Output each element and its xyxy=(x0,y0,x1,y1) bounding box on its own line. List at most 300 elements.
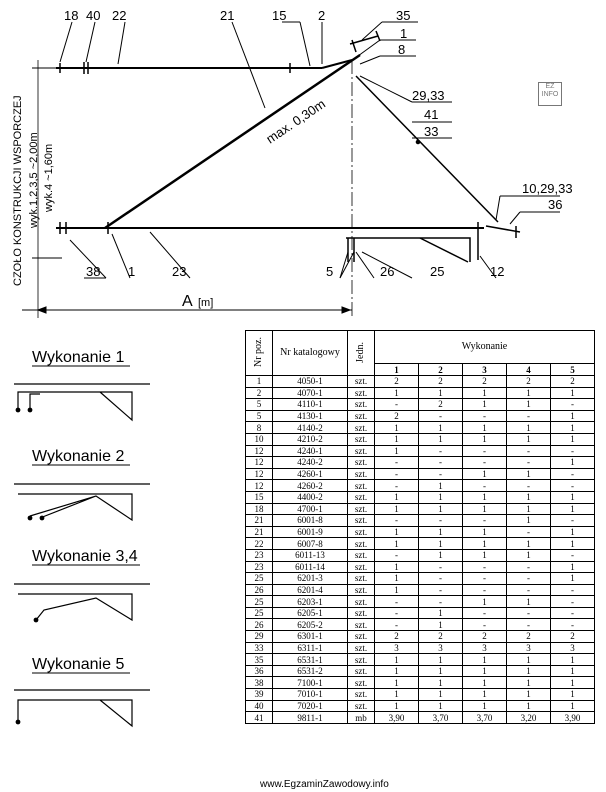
table-cell: szt. xyxy=(348,433,375,445)
table-cell: 6001-8 xyxy=(273,515,348,527)
table-cell: - xyxy=(463,515,507,527)
table-cell: 4700-1 xyxy=(273,503,348,515)
side-label-b: wyk.4 ~1,60m xyxy=(43,143,55,212)
table-cell: - xyxy=(507,480,551,492)
table-cell: 3 xyxy=(507,642,551,654)
table-cell: 1 xyxy=(375,445,419,457)
table-cell: 1 xyxy=(507,700,551,712)
table-cell: - xyxy=(507,607,551,619)
table-row xyxy=(246,619,595,631)
table-cell: 40 xyxy=(246,700,273,712)
part-label: 2 xyxy=(318,8,326,23)
table-cell: - xyxy=(419,445,463,457)
table-cell: 7010-1 xyxy=(273,689,348,701)
table-cell: - xyxy=(375,596,419,608)
table-cell: 4260-2 xyxy=(273,480,348,492)
table-cell: 4400-2 xyxy=(273,491,348,503)
table-cell: 33 xyxy=(246,642,273,654)
variant-title: Wykonanie 1 xyxy=(32,349,125,366)
variant-title: Wykonanie 3,4 xyxy=(32,548,138,565)
table-cell: 1 xyxy=(375,491,419,503)
table-row xyxy=(246,399,595,411)
table-cell: 1 xyxy=(419,665,463,677)
table-row xyxy=(246,491,595,503)
table-cell: 25 xyxy=(246,607,273,619)
table-cell: 1 xyxy=(375,422,419,434)
part-label: 41 xyxy=(424,107,439,122)
table-row xyxy=(246,480,595,492)
table-cell: 1 xyxy=(551,561,595,573)
table-cell: 18 xyxy=(246,503,273,515)
table-cell: 4240-1 xyxy=(273,445,348,457)
table-cell: 1 xyxy=(419,619,463,631)
table-row xyxy=(246,665,595,677)
table-cell: 2 xyxy=(507,631,551,643)
table-row xyxy=(246,422,595,434)
table-cell: 1 xyxy=(551,503,595,515)
table-row xyxy=(246,596,595,608)
part-label: 25 xyxy=(430,264,445,279)
table-cell: - xyxy=(419,410,463,422)
part-label: 35 xyxy=(396,8,411,23)
table-row xyxy=(246,538,595,550)
table-cell: 2 xyxy=(419,399,463,411)
table-row xyxy=(246,712,595,724)
table-cell: 36 xyxy=(246,665,273,677)
table-cell: - xyxy=(375,619,419,631)
col-nr-poz: Nr poz. xyxy=(246,331,273,376)
table-cell: szt. xyxy=(348,538,375,550)
table-cell: 1 xyxy=(551,457,595,469)
dim-label: A xyxy=(182,293,193,310)
logo: EZ INFO xyxy=(538,82,562,106)
table-cell: 1 xyxy=(551,387,595,399)
table-cell: 1 xyxy=(507,433,551,445)
table-row xyxy=(246,549,595,561)
table-cell: 1 xyxy=(375,584,419,596)
table-cell: 3,90 xyxy=(375,712,419,724)
table-cell: 1 xyxy=(463,700,507,712)
table-cell: 35 xyxy=(246,654,273,666)
table-cell: 25 xyxy=(246,573,273,585)
variant-title: Wykonanie 2 xyxy=(32,448,125,465)
table-cell: szt. xyxy=(348,665,375,677)
part-label: 38 xyxy=(86,264,101,279)
table-cell: 2 xyxy=(419,631,463,643)
dim-unit: [m] xyxy=(198,297,214,309)
table-cell: 1 xyxy=(463,422,507,434)
part-label: 26 xyxy=(380,264,395,279)
table-cell: - xyxy=(551,515,595,527)
table-cell: 1 xyxy=(507,665,551,677)
variant-num: 1 xyxy=(375,364,419,376)
table-cell: 2 xyxy=(375,376,419,388)
table-cell: 1 xyxy=(463,654,507,666)
table-cell: 1 xyxy=(463,503,507,515)
variant-num: 5 xyxy=(551,364,595,376)
table-cell: 29 xyxy=(246,631,273,643)
table-cell: 1 xyxy=(463,433,507,445)
table-cell: 1 xyxy=(507,468,551,480)
side-label-main: CZOŁO KONSTRUKCJI WSPORCZEJ xyxy=(12,95,24,286)
table-cell: 1 xyxy=(419,503,463,515)
table-cell: 1 xyxy=(463,549,507,561)
table-cell: 1 xyxy=(419,387,463,399)
table-cell: szt. xyxy=(348,596,375,608)
table-cell: - xyxy=(551,596,595,608)
table-cell: 6007-8 xyxy=(273,538,348,550)
table-cell: 26 xyxy=(246,584,273,596)
table-cell: - xyxy=(507,619,551,631)
table-cell: szt. xyxy=(348,468,375,480)
table-cell: szt. xyxy=(348,677,375,689)
table-cell: 1 xyxy=(463,538,507,550)
table-cell: 22 xyxy=(246,538,273,550)
table-cell: szt. xyxy=(348,515,375,527)
table-cell: 2 xyxy=(419,376,463,388)
table-cell: 6011-13 xyxy=(273,549,348,561)
variant-5 xyxy=(14,656,150,726)
table-cell: - xyxy=(507,561,551,573)
table-cell: 3 xyxy=(463,642,507,654)
table-row xyxy=(246,573,595,585)
table-cell: - xyxy=(551,468,595,480)
table-cell: 1 xyxy=(419,607,463,619)
table-cell: szt. xyxy=(348,561,375,573)
table-cell: 1 xyxy=(375,654,419,666)
part-label: 29,33 xyxy=(412,88,445,103)
part-label: 5 xyxy=(326,264,334,279)
table-cell: 9811-1 xyxy=(273,712,348,724)
table-cell: 4260-1 xyxy=(273,468,348,480)
table-cell: 1 xyxy=(375,538,419,550)
table-cell: - xyxy=(551,480,595,492)
table-cell: 12 xyxy=(246,480,273,492)
table-row xyxy=(246,561,595,573)
table-cell: - xyxy=(463,573,507,585)
table-cell: - xyxy=(551,445,595,457)
diag-label: max. 0,30m xyxy=(263,96,328,147)
table-cell: - xyxy=(551,549,595,561)
table-cell: 4110-1 xyxy=(273,399,348,411)
table-cell: 1 xyxy=(375,573,419,585)
part-label: 22 xyxy=(112,8,127,23)
table-cell: - xyxy=(463,457,507,469)
table-cell: 1 xyxy=(551,433,595,445)
parts-table xyxy=(245,330,595,724)
table-cell: mb xyxy=(348,712,375,724)
table-cell: 3 xyxy=(419,642,463,654)
table-row xyxy=(246,433,595,445)
table-cell: 1 xyxy=(507,387,551,399)
table-cell: 4210-2 xyxy=(273,433,348,445)
table-cell: 1 xyxy=(507,399,551,411)
table-cell: 2 xyxy=(375,410,419,422)
table-cell: - xyxy=(419,457,463,469)
side-label-a: wyk.1,2,3,5 ~2,00m xyxy=(28,132,40,228)
table-cell: szt. xyxy=(348,526,375,538)
table-cell: - xyxy=(507,457,551,469)
table-cell: 1 xyxy=(551,538,595,550)
part-label: 1 xyxy=(400,26,408,41)
table-cell: 1 xyxy=(246,376,273,388)
table-cell: - xyxy=(551,619,595,631)
table-cell: 3,70 xyxy=(419,712,463,724)
table-cell: 1 xyxy=(375,503,419,515)
part-label: 1 xyxy=(128,264,136,279)
table-cell: 6203-1 xyxy=(273,596,348,608)
table-cell: - xyxy=(375,480,419,492)
table-cell: 39 xyxy=(246,689,273,701)
table-cell: szt. xyxy=(348,573,375,585)
table-cell: 41 xyxy=(246,712,273,724)
table-cell: 4240-2 xyxy=(273,457,348,469)
table-cell: szt. xyxy=(348,619,375,631)
table-row xyxy=(246,677,595,689)
table-cell: 6001-9 xyxy=(273,526,348,538)
table-cell: 1 xyxy=(507,422,551,434)
table-cell: 12 xyxy=(246,445,273,457)
table-cell: 1 xyxy=(463,399,507,411)
variant-num: 4 xyxy=(507,364,551,376)
table-cell: 2 xyxy=(375,631,419,643)
table-cell: 1 xyxy=(375,561,419,573)
table-cell: - xyxy=(507,584,551,596)
table-cell: szt. xyxy=(348,387,375,399)
table-cell: 2 xyxy=(246,387,273,399)
table-row xyxy=(246,607,595,619)
table-cell: - xyxy=(463,619,507,631)
table-cell: - xyxy=(507,410,551,422)
variant-num: 2 xyxy=(419,364,463,376)
table-row xyxy=(246,526,595,538)
table-cell: 1 xyxy=(507,677,551,689)
table-cell: 26 xyxy=(246,619,273,631)
table-cell: 1 xyxy=(551,410,595,422)
table-cell: 1 xyxy=(419,480,463,492)
table-cell: 1 xyxy=(463,526,507,538)
table-cell: - xyxy=(419,573,463,585)
table-cell: 1 xyxy=(507,491,551,503)
table-cell: - xyxy=(507,445,551,457)
table-cell: 1 xyxy=(375,665,419,677)
table-cell: 1 xyxy=(507,515,551,527)
table-cell: 6311-1 xyxy=(273,642,348,654)
table-cell: 1 xyxy=(551,573,595,585)
table-cell: szt. xyxy=(348,457,375,469)
table-cell: 8 xyxy=(246,422,273,434)
table-cell: 2 xyxy=(463,376,507,388)
part-labels xyxy=(64,8,573,279)
table-cell: 2 xyxy=(507,376,551,388)
table-cell: 6301-1 xyxy=(273,631,348,643)
table-cell: 1 xyxy=(375,689,419,701)
table-cell: 6011-14 xyxy=(273,561,348,573)
part-label: 12 xyxy=(490,264,505,279)
table-cell: 1 xyxy=(419,433,463,445)
table-cell: szt. xyxy=(348,607,375,619)
table-cell: - xyxy=(463,584,507,596)
table-cell: - xyxy=(507,526,551,538)
table-cell: 2 xyxy=(551,376,595,388)
table-cell: - xyxy=(463,480,507,492)
table-cell: 1 xyxy=(551,700,595,712)
table-cell: 5 xyxy=(246,399,273,411)
table-cell: - xyxy=(419,596,463,608)
table-cell: 1 xyxy=(375,387,419,399)
table-cell: 1 xyxy=(419,700,463,712)
table-cell: szt. xyxy=(348,689,375,701)
table-cell: 1 xyxy=(463,596,507,608)
part-label: 33 xyxy=(424,124,439,139)
table-cell: - xyxy=(551,607,595,619)
table-cell: 1 xyxy=(463,468,507,480)
table-cell: szt. xyxy=(348,480,375,492)
table-cell: - xyxy=(551,399,595,411)
col-wykonanie: Wykonanie xyxy=(375,331,595,364)
table-cell: 1 xyxy=(551,654,595,666)
table-cell: 1 xyxy=(507,503,551,515)
table-cell: 25 xyxy=(246,596,273,608)
table-cell: 1 xyxy=(375,433,419,445)
table-cell: - xyxy=(551,584,595,596)
table-cell: 1 xyxy=(551,491,595,503)
table-cell: 6205-2 xyxy=(273,619,348,631)
col-nr-kat: Nr katalogowy xyxy=(273,331,348,376)
table-cell: - xyxy=(419,468,463,480)
table-cell: - xyxy=(507,573,551,585)
table-row xyxy=(246,642,595,654)
table-cell: 3,90 xyxy=(551,712,595,724)
table-cell: 1 xyxy=(463,677,507,689)
table-cell: 1 xyxy=(551,689,595,701)
watermark: www.EgzaminZawodowy.info xyxy=(260,779,389,790)
table-cell: 1 xyxy=(375,700,419,712)
table-cell: szt. xyxy=(348,399,375,411)
table-cell: szt. xyxy=(348,376,375,388)
table-cell: 21 xyxy=(246,515,273,527)
table-cell: 1 xyxy=(419,549,463,561)
table-cell: 5 xyxy=(246,410,273,422)
table-cell: 6201-4 xyxy=(273,584,348,596)
table-cell: 4050-1 xyxy=(273,376,348,388)
table-row xyxy=(246,584,595,596)
table-cell: - xyxy=(375,607,419,619)
table-cell: 1 xyxy=(551,677,595,689)
table-cell: - xyxy=(375,457,419,469)
table-cell: szt. xyxy=(348,410,375,422)
table-cell: 1 xyxy=(507,538,551,550)
table-cell: 38 xyxy=(246,677,273,689)
table-cell: - xyxy=(375,468,419,480)
table-row xyxy=(246,376,595,388)
table-cell: szt. xyxy=(348,654,375,666)
table-row xyxy=(246,410,595,422)
variant-num: 3 xyxy=(463,364,507,376)
part-label: 8 xyxy=(398,42,406,57)
table-row xyxy=(246,654,595,666)
table-cell: 1 xyxy=(551,526,595,538)
table-cell: 23 xyxy=(246,549,273,561)
table-cell: 1 xyxy=(375,677,419,689)
variant-2 xyxy=(14,448,150,520)
table-cell: szt. xyxy=(348,549,375,561)
table-cell: 1 xyxy=(419,422,463,434)
part-label: 10,29,33 xyxy=(522,181,573,196)
variant-3-4 xyxy=(14,548,150,622)
table-cell: - xyxy=(419,561,463,573)
table-cell: 23 xyxy=(246,561,273,573)
table-cell: szt. xyxy=(348,422,375,434)
table-row xyxy=(246,631,595,643)
table-cell: szt. xyxy=(348,584,375,596)
table-cell: 4070-1 xyxy=(273,387,348,399)
table-cell: - xyxy=(463,561,507,573)
table-cell: 4140-2 xyxy=(273,422,348,434)
table-cell: 15 xyxy=(246,491,273,503)
table-cell: 1 xyxy=(507,549,551,561)
table-cell: 6205-1 xyxy=(273,607,348,619)
table-cell: 1 xyxy=(463,387,507,399)
table-cell: - xyxy=(375,399,419,411)
table-cell: 12 xyxy=(246,468,273,480)
table-cell: 12 xyxy=(246,457,273,469)
table-row xyxy=(246,457,595,469)
table-row xyxy=(246,468,595,480)
table-cell: 1 xyxy=(507,596,551,608)
part-label: 23 xyxy=(172,264,187,279)
table-row xyxy=(246,445,595,457)
table-cell: 1 xyxy=(375,526,419,538)
table-cell: szt. xyxy=(348,700,375,712)
table-cell: 1 xyxy=(507,689,551,701)
table-cell: 1 xyxy=(419,677,463,689)
table-cell: 2 xyxy=(463,631,507,643)
table-cell: 1 xyxy=(551,665,595,677)
table-cell: 3 xyxy=(551,642,595,654)
table-cell: 3 xyxy=(375,642,419,654)
table-cell: 4130-1 xyxy=(273,410,348,422)
part-label: 36 xyxy=(548,197,563,212)
table-cell: 6531-1 xyxy=(273,654,348,666)
table-cell: 1 xyxy=(463,665,507,677)
table-row xyxy=(246,387,595,399)
table-cell: 2 xyxy=(551,631,595,643)
table-cell: - xyxy=(463,410,507,422)
table-cell: 3,20 xyxy=(507,712,551,724)
table-cell: szt. xyxy=(348,642,375,654)
table-cell: 1 xyxy=(507,654,551,666)
table-cell: szt. xyxy=(348,631,375,643)
table-cell: 1 xyxy=(551,422,595,434)
part-label: 18 xyxy=(64,8,79,23)
table-row xyxy=(246,700,595,712)
variant-1 xyxy=(14,349,150,420)
table-cell: 1 xyxy=(419,491,463,503)
table-cell: 7100-1 xyxy=(273,677,348,689)
table-cell: szt. xyxy=(348,503,375,515)
table-cell: 1 xyxy=(419,654,463,666)
table-cell: 1 xyxy=(419,689,463,701)
table-cell: 1 xyxy=(463,491,507,503)
table-cell: 1 xyxy=(463,689,507,701)
table-cell: - xyxy=(375,515,419,527)
table-cell: - xyxy=(419,584,463,596)
table-cell: 3,70 xyxy=(463,712,507,724)
table-cell: - xyxy=(463,607,507,619)
table-cell: 1 xyxy=(419,538,463,550)
part-label: 15 xyxy=(272,8,287,23)
